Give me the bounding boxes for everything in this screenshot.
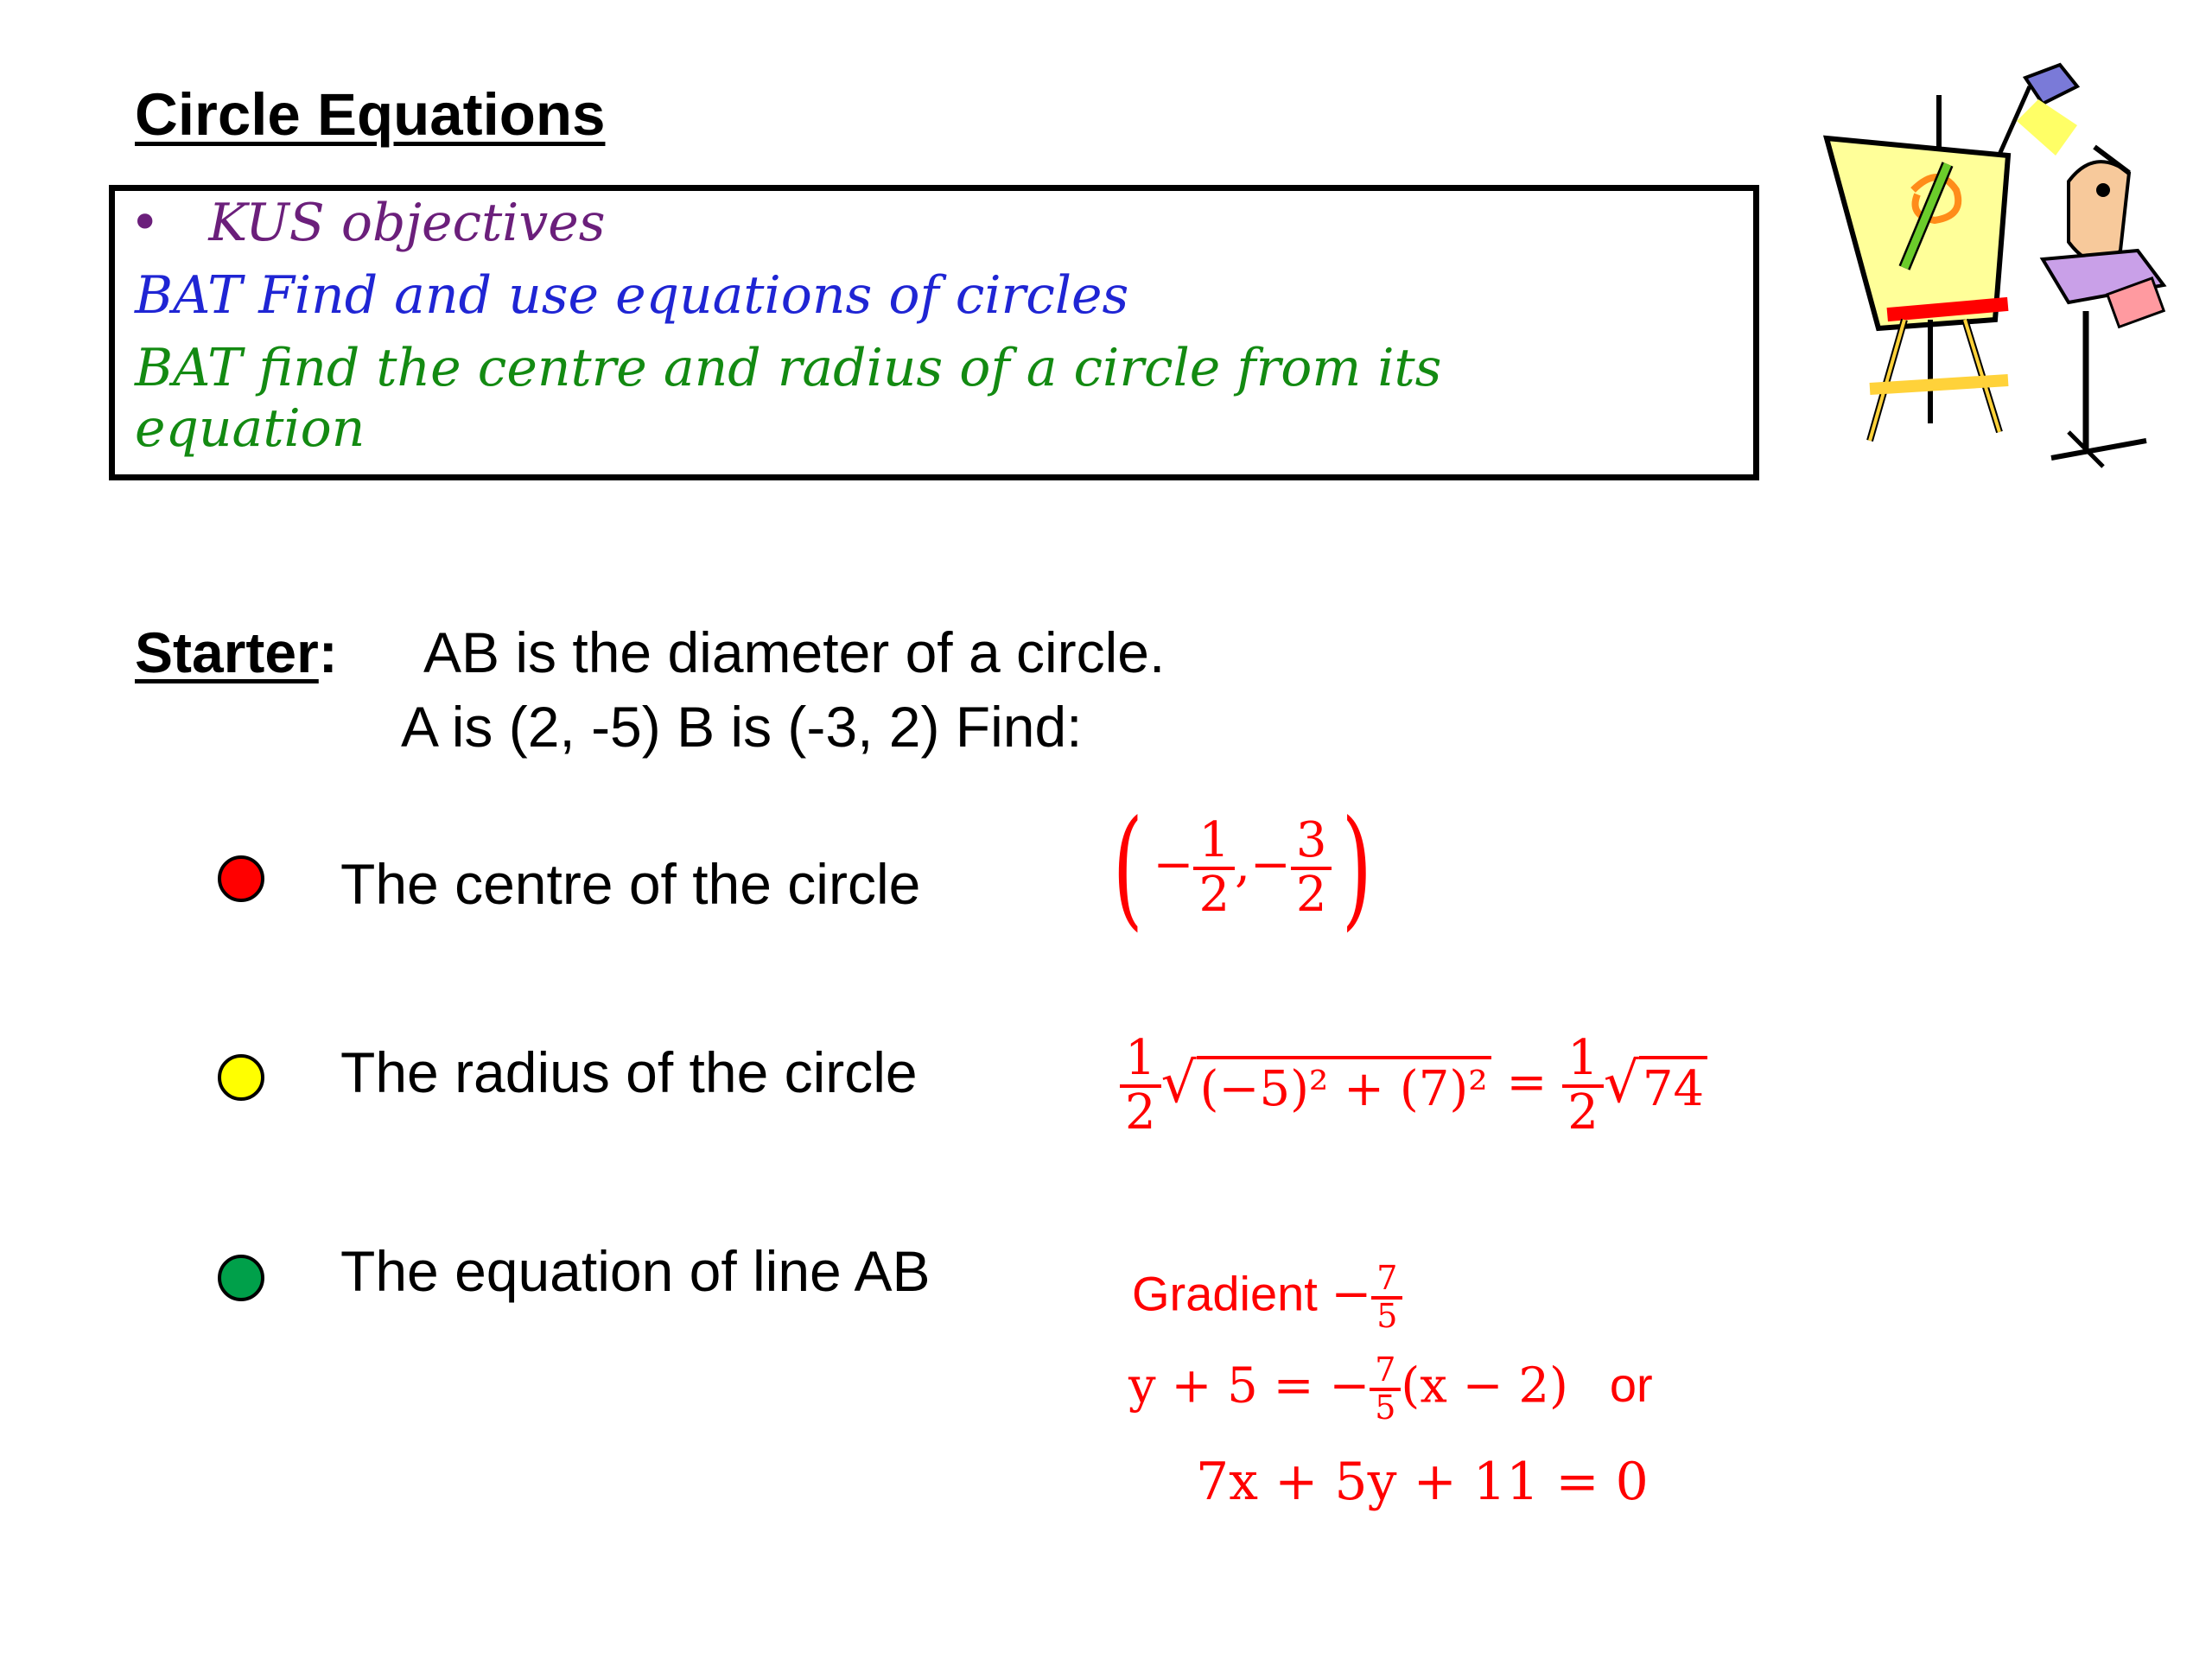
- objectives-heading: [130, 193, 606, 253]
- denominator: 5: [1375, 1388, 1396, 1427]
- minus-sign: −: [1153, 836, 1194, 893]
- equals-sign: =: [1506, 1054, 1548, 1111]
- fraction: [1120, 1030, 1161, 1141]
- square-root: [1160, 1051, 1491, 1117]
- radicand: 74: [1639, 1056, 1707, 1116]
- yellow-status-dot-icon: [218, 1054, 264, 1101]
- radical-icon: √: [1603, 1051, 1639, 1116]
- minus-sign: −: [1331, 1266, 1372, 1323]
- numerator: 1: [1193, 816, 1235, 870]
- fraction: [1562, 1030, 1604, 1141]
- numerator: 7: [1371, 1262, 1402, 1300]
- objectives-heading-text: KUS objectives: [208, 193, 606, 253]
- objective-2: BAT find the centre and radius of a circle from its: [135, 338, 1442, 398]
- page-title: Circle Equations: [135, 81, 606, 148]
- or-label: or: [1609, 1357, 1653, 1413]
- comma: ,: [1235, 836, 1250, 893]
- square-root: [1603, 1051, 1707, 1117]
- bullet-icon: •: [130, 193, 161, 253]
- fraction: [1371, 1259, 1402, 1335]
- equation-right: (x − 2): [1401, 1357, 1568, 1414]
- fraction: [1291, 812, 1332, 923]
- red-status-dot-icon: [218, 855, 264, 902]
- denominator: 2: [1198, 867, 1230, 923]
- starter-line-1: AB is the diameter of a circle.: [423, 620, 1166, 684]
- radical-icon: √: [1160, 1051, 1197, 1116]
- numerator: 3: [1291, 816, 1332, 870]
- denominator: 2: [1295, 867, 1327, 923]
- starter-label: [135, 620, 338, 684]
- denominator: 2: [1125, 1084, 1156, 1141]
- numerator: 1: [1120, 1033, 1161, 1088]
- denominator: 2: [1567, 1084, 1599, 1141]
- radicand: (−5)² + (7)²: [1197, 1056, 1491, 1116]
- denominator: 5: [1376, 1296, 1398, 1335]
- gradient-label: Gradient: [1132, 1266, 1332, 1321]
- starter-line-2: A is (2, -5) B is (-3, 2) Find:: [401, 695, 1083, 759]
- question-line-equation: The equation of line AB: [340, 1239, 931, 1303]
- starter-colon: :: [318, 620, 338, 684]
- numerator: 1: [1562, 1033, 1604, 1088]
- fraction: [1193, 812, 1235, 923]
- answer-line-equation-2: 7x + 5y + 11 = 0: [1196, 1452, 1649, 1512]
- answer-radius: [1120, 1030, 1707, 1141]
- left-paren: (: [1112, 793, 1143, 944]
- answer-centre: [1103, 793, 1382, 944]
- fraction: [1370, 1353, 1401, 1426]
- answer-line-equation-1: [1128, 1353, 1653, 1426]
- minus-sign: −: [1249, 836, 1291, 893]
- starter-label-text: Starter: [135, 620, 319, 684]
- objective-2-continued: equation: [135, 398, 365, 459]
- objective-1: BAT Find and use equations of circles: [135, 265, 1129, 326]
- question-radius: The radius of the circle: [340, 1040, 918, 1104]
- equation-left: y + 5 = −: [1128, 1357, 1370, 1414]
- right-paren: ): [1342, 793, 1373, 944]
- numerator: 7: [1370, 1353, 1401, 1391]
- green-status-dot-icon: [218, 1255, 264, 1301]
- answer-gradient: [1132, 1259, 1402, 1335]
- artist-easel-icon: [1809, 60, 2190, 493]
- question-centre: The centre of the circle: [340, 852, 921, 916]
